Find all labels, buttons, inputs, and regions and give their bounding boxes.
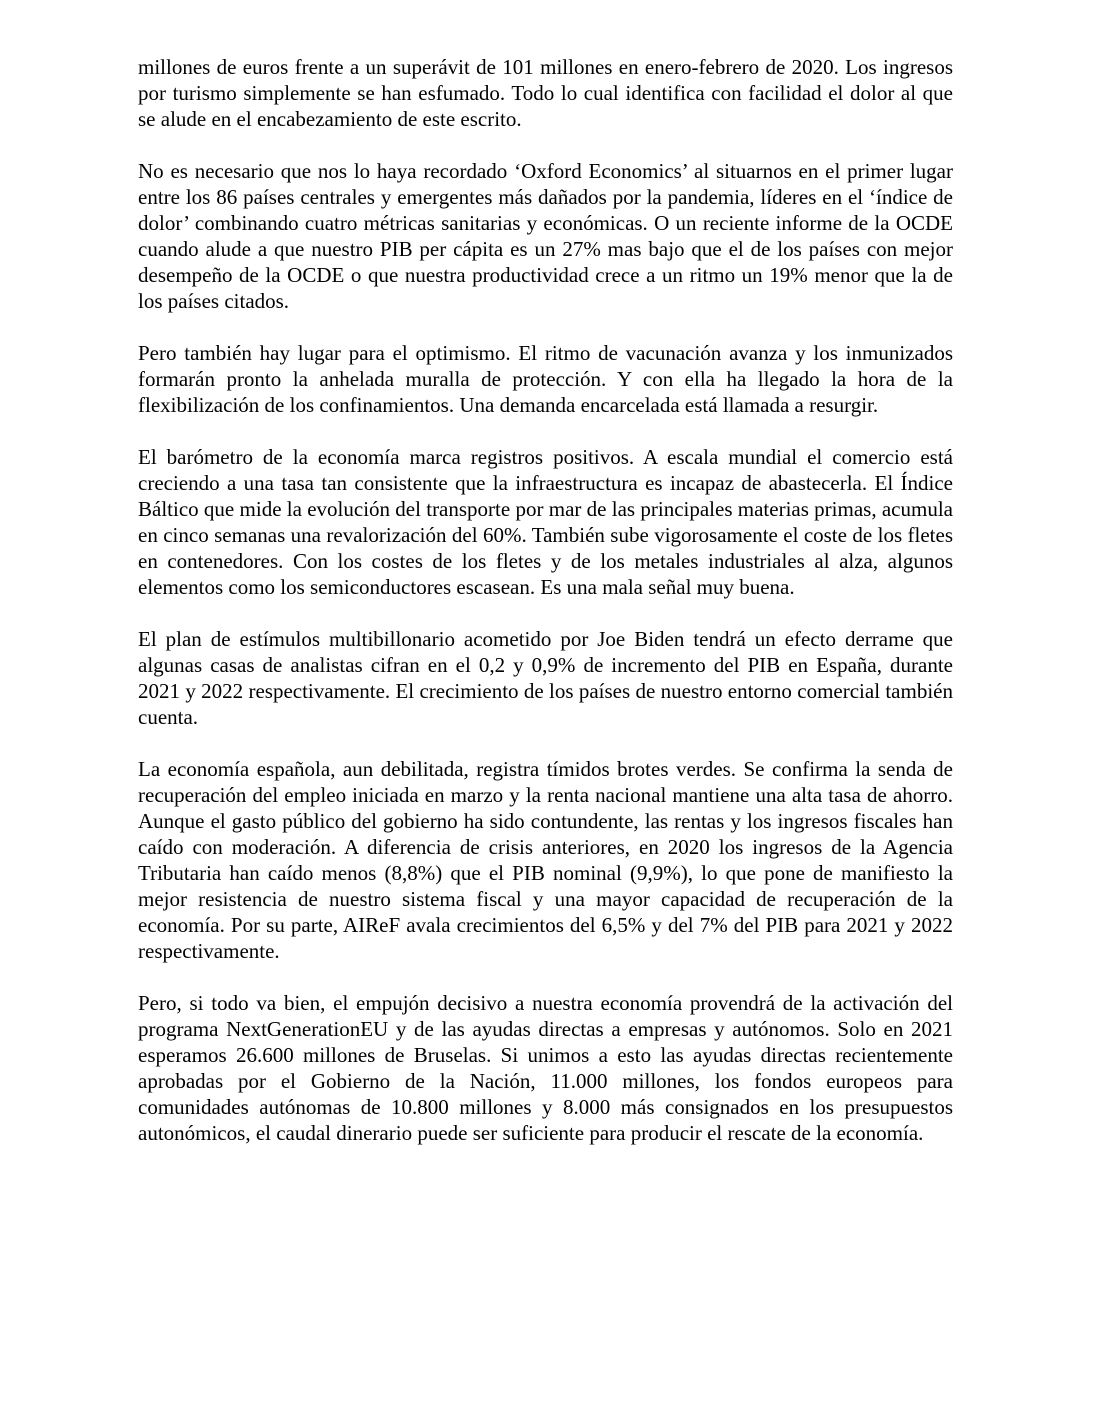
document-page <box>138 54 953 1146</box>
paragraph-4: El barómetro de la economía marca registros positivos. A escala mundial el comercio está creciendo a una tasa tan consistente que la infraestructura es incapaz de abastecerla. El Índice Báltico que mide la evolución del transporte por mar de las principales materias primas, acumula en cinco semanas una revalorización del 60%. También sube vigorosamente el coste de los fletes en contenedores. Con los costes de los fletes y de los metales industriales al alza, algunos elementos como los semiconductores escasean. Es una mala señal muy buena. <box>138 445 953 599</box>
paragraph-7: Pero, si todo va bien, el empujón decisivo a nuestra economía provendrá de la activación del programa NextGenerationEU y de las ayudas directas a empresas y autónomos. Solo en 2021 esperamos 26.600 millones de Bruselas. Si unimos a esto las ayudas directas recientemente aprobadas por el Gobierno de la Nación, 11.000 millones, los fondos europeos para comunidades autónomas de 10.800 millones y 8.000 más consignados en los presupuestos autonómicos, el caudal dinerario puede ser suficiente para producir el rescate de la economía. <box>138 991 953 1145</box>
paragraph-1: millones de euros frente a un superávit de 101 millones en enero-febrero de 2020. Los ingresos por turismo simplemente se han esfumado. Todo lo cual identifica con facilidad el dolor al que se alude en el encabezamiento de este escrito. <box>138 55 953 131</box>
paragraph-6: La economía española, aun debilitada, registra tímidos brotes verdes. Se confirma la senda de recuperación del empleo iniciada en marzo y la renta nacional mantiene una alta tasa de ahorro. Aunque el gasto público del gobierno ha sido contundente, las rentas y los ingresos fiscales han caído con moderación. A diferencia de crisis anteriores, en 2020 los ingresos de la Agencia Tributaria han caído menos (8,8%) que el PIB nominal (9,9%), lo que pone de manifiesto la mejor resistencia de nuestro sistema fiscal y una mayor capacidad de recuperación de la economía. Por su parte, AIReF avala crecimientos del 6,5% y del 7% del PIB para 2021 y 2022 respectivamente. <box>138 757 953 963</box>
paragraph-2: No es necesario que nos lo haya recordado ‘Oxford Economics’ al situarnos en el primer lugar entre los 86 países centrales y emergentes más dañados por la pandemia, líderes en el ‘índice de dolor’ combinando cuatro métricas sanitarias y económicas. O un reciente informe de la OCDE cuando alude a que nuestro PIB per cápita es un 27% mas bajo que el de los países con mejor desempeño de la OCDE o que nuestra productividad crece a un ritmo un 19% menor que la de los países citados. <box>138 159 953 313</box>
paragraph-5: El plan de estímulos multibillonario acometido por Joe Biden tendrá un efecto derrame que algunas casas de analistas cifran en el 0,2 y 0,9% de incremento del PIB en España, durante 2021 y 2022 respectivamente. El crecimiento de los países de nuestro entorno comercial también cuenta. <box>138 627 953 729</box>
paragraph-3: Pero también hay lugar para el optimismo. El ritmo de vacunación avanza y los inmunizados formarán pronto la anhelada muralla de protección. Y con ella ha llegado la hora de la flexibilización de los confinamientos. Una demanda encarcelada está llamada a resurgir. <box>138 341 953 417</box>
